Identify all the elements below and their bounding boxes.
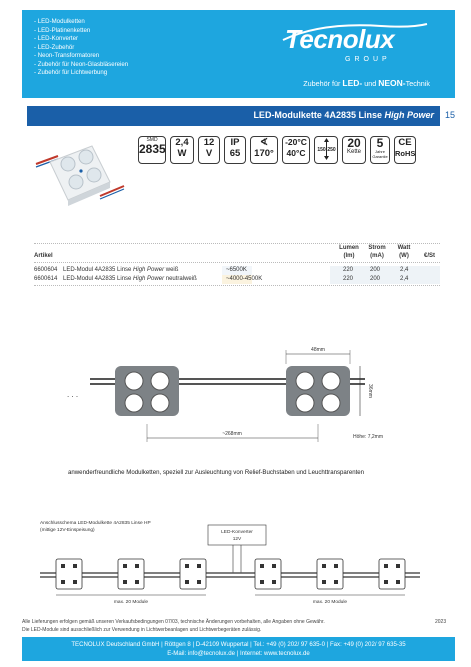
col-lumen [336, 245, 362, 260]
temperature-spec [282, 136, 310, 164]
tagline-led: LED- [342, 78, 363, 88]
height-label: 36mm [367, 384, 373, 398]
desc-italic: High Power [133, 276, 165, 282]
title-italic: High Power [384, 110, 434, 120]
color-temp: ~4000-4500K [226, 276, 263, 282]
angle-spec [250, 136, 278, 164]
dimension-drawing [55, 340, 415, 445]
desc-italic: High Power [133, 267, 165, 273]
tagline-text: und [362, 79, 379, 88]
menu-item[interactable]: - LED-Platinenketten [34, 26, 91, 34]
chain-unit: Kette [346, 149, 361, 155]
lumen-value: 220 [343, 267, 354, 273]
angle-icon: ∢ [260, 137, 268, 148]
volt-value: 12 [203, 137, 215, 148]
header-banner [22, 10, 455, 98]
watt-value: 2,4 [400, 267, 409, 273]
tagline-neon: NEON- [378, 78, 406, 88]
strom-header: Strom [368, 245, 386, 251]
title-text: LED-Modulkette 4A2835 Linse [253, 110, 385, 120]
smd-label: SMD [146, 137, 158, 143]
page-number: 15 [445, 110, 456, 120]
footer-banner [22, 637, 455, 661]
warranty-unit: Jahre [374, 149, 385, 154]
strom-value: 200 [370, 276, 381, 282]
smd-value: 2835 [139, 142, 166, 156]
spacing-label: ~268mm [222, 431, 242, 437]
temp-high: 40°C [286, 148, 306, 158]
tagline [303, 78, 430, 88]
legal-note: Alle Lieferungen erfolgen gemäß unseren Verkaufsbedingungen 07/03, technische Änderungen vorbehalten, alle Angaben ohne Gewähr. [22, 619, 325, 625]
product-title-bar [27, 106, 440, 126]
menu-item[interactable]: - LED-Zubehör [34, 43, 75, 51]
menu-item[interactable]: - LED-Modulketten [34, 18, 85, 25]
tagline-text: Zubehör für [303, 79, 343, 88]
ip-value: 65 [229, 148, 241, 159]
product-photo [28, 134, 128, 224]
catalog-year: 2023 [435, 619, 447, 625]
desc-text: LED-Modul 4A2835 Linse [63, 276, 134, 282]
temp-low: -20°C [285, 137, 307, 147]
product-description: anwenderfreundliche Modulketten, speziell zur Ausleuchtung von Relief-Buchstaben und Leuchttransparenten [68, 469, 365, 476]
col-price: €/St [424, 253, 436, 259]
col-artikel: Artikel [34, 253, 53, 259]
beam-spec [314, 136, 338, 164]
ip-label: IP [230, 137, 240, 148]
chain-spec [342, 136, 366, 164]
wiring-caption: (mittige 12V-Einspeisung) [40, 528, 95, 533]
table-divider [34, 285, 440, 286]
company-address: TECNOLUX Deutschland GmbH | Röttgen 8 | D-42109 Wuppertal | Tel.: +49 (0) 202/ 97 635-0 | Fax: +49 (0) 202/ 97 635-35 [71, 641, 406, 648]
wiring-caption: Anschlusschema LED-Modulkette 4A2835 Linse HP [40, 521, 151, 526]
article-desc [63, 267, 178, 273]
watt-value: 2,4 [175, 137, 189, 148]
contact-links[interactable]: E-Mail: info@tecnolux.de | Internet: www.tecnolux.de [167, 650, 310, 657]
desc-text: LED-Modul 4A2835 Linse [63, 267, 134, 273]
table-divider [34, 243, 440, 244]
watt-unit: (W) [399, 252, 409, 259]
max-modules-left: max. 20 Module [113, 600, 149, 605]
menu-item[interactable]: - Neon-Transformatoren [34, 52, 100, 59]
lumen-value: 220 [343, 276, 354, 282]
watt-header: Watt [397, 245, 411, 251]
tagline-text: Technik [405, 79, 430, 88]
logo-wordmark: Tecnolux [285, 24, 395, 54]
watt-unit: W [177, 148, 187, 159]
col-watt [392, 245, 416, 260]
table-row [34, 275, 440, 284]
strom-unit: (mA) [370, 252, 384, 259]
product-title [253, 110, 434, 120]
desc-text: weiß [164, 267, 179, 273]
logo-group: GROUP [345, 56, 391, 63]
watt-value: 2,4 [400, 276, 409, 282]
volt-unit: V [205, 148, 213, 159]
smd-spec [138, 136, 166, 164]
warranty-spec [370, 136, 390, 164]
desc-text: neutralweiß [164, 276, 197, 282]
legal-notes [22, 619, 325, 634]
color-temp: ~6500K [226, 267, 247, 273]
beam-arrow-icon [316, 137, 337, 161]
warranty-unit: Garantie [372, 154, 388, 159]
rohs-mark: RoHS [395, 149, 416, 158]
chain-value: 20 [347, 136, 361, 150]
volt-spec [198, 136, 220, 164]
menu-item[interactable]: - LED-Konverter [34, 35, 79, 42]
menu-item[interactable]: - Zubehör für Lichtwerbung [34, 69, 108, 76]
col-strom [364, 245, 390, 260]
lumen-header: Lumen [339, 245, 359, 251]
watt-spec [170, 136, 194, 164]
angle-value: 170° [254, 148, 274, 159]
lumen-unit: (lm) [343, 252, 355, 259]
wiring-diagram [40, 515, 420, 605]
tecnolux-logo [285, 20, 427, 68]
menu-item[interactable]: - Zubehör für Neon-Glasbläsereien [34, 60, 129, 68]
article-number: 6600604 [34, 267, 58, 273]
ce-mark: CE [398, 137, 412, 148]
category-menu [34, 18, 128, 78]
converter-label: LED-Konverter [221, 530, 253, 535]
continuation-dots: . . . [67, 390, 79, 399]
depth-label: Höhe: 7,2mm [353, 434, 384, 440]
warranty-value: 5 [376, 136, 384, 150]
table-divider [34, 262, 440, 263]
strom-value: 200 [370, 267, 381, 273]
ip-spec [224, 136, 246, 164]
article-number: 6600614 [34, 276, 58, 282]
table-row [34, 266, 440, 275]
converter-voltage: 12V [232, 537, 242, 542]
max-modules-right: max. 20 Module [312, 600, 348, 605]
ce-rohs-spec [394, 136, 416, 164]
legal-note: Die LED-Module sind ausschließlich zur Verwendung in Lichtwerbeanlagen und Lichtwerbegeräten zulässig. [22, 626, 262, 633]
beam-value: 150-250 [316, 147, 336, 153]
article-desc [63, 276, 197, 282]
width-label: 48mm [311, 347, 325, 353]
